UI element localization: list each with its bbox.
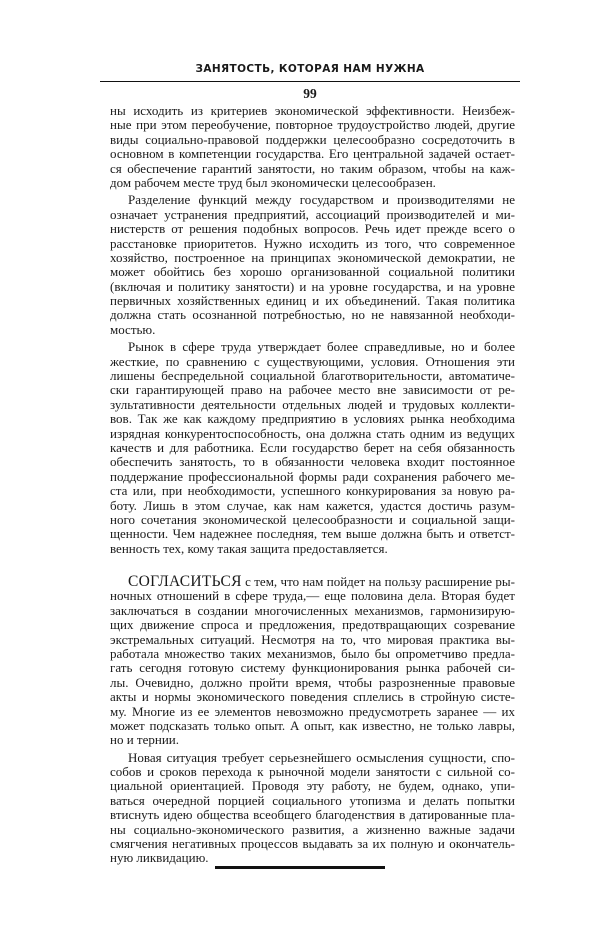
- text-line: должна стать осознанной потребностью, но не навязанной необходи-: [110, 307, 515, 323]
- text-line: может обойтись без хорошо организованной социальной политики: [110, 264, 515, 280]
- text-line: зультативности деятельности отдельных людей и трудовых коллекти-: [110, 396, 515, 412]
- text-line: втиснуть идею общества всеобщего благоденствия в датированные пла-: [110, 807, 515, 823]
- text-line: дом рабочем месте труд был экономически целесообразен.: [110, 174, 436, 190]
- text-line: мостью.: [110, 321, 156, 337]
- paragraph: [110, 751, 515, 866]
- paragraph: [110, 104, 515, 190]
- text-line-rest: с тем, что нам пойдет на пользу расширение ры-: [241, 574, 515, 589]
- text-line: ваться очередной порцией социального утопизма и делать попытки: [110, 792, 515, 808]
- text-line: заключаться в создании многочисленных механизмов, гармонизирую-: [110, 602, 515, 618]
- text-line: вов. Так же как каждому предприятию в условиях рынка необходима: [110, 411, 515, 427]
- page-number: 99: [303, 86, 317, 101]
- text-line: ся обеспечение гарантий занятости, но таким образом, чтобы на каж-: [110, 160, 515, 176]
- text-line: (включая и политику занятости) и на уровне государства, и на уровне: [110, 278, 515, 294]
- text-line: нистерств от решения подобных вопросов. Речь идет прежде всего о: [110, 221, 515, 237]
- text-line: виды социально-правовой поддержки целесообразно сосредоточить в: [110, 131, 515, 147]
- text-line: гать сегодня готовую систему функционирования рынка рабочей си-: [110, 660, 515, 676]
- text-line: первичных хозяйственных единиц и их объединений. Такая политика: [110, 293, 515, 309]
- text-line: хозяйство, построенное на принципах экономической демократии, не: [110, 249, 515, 265]
- text-line: поддержание профессиональной формы ради сохранения рабочего ме-: [110, 468, 515, 484]
- header-rule: [100, 81, 520, 82]
- text-line: ски гарантирующей право на рабочее место вне зависимости от ре-: [110, 382, 515, 398]
- text-line: му. Многие из ее элементов невозможно предусмотреть заранее — их: [110, 703, 515, 719]
- text-line: качеств и для работника. Если государство берет на себя обязанность: [110, 439, 515, 455]
- end-rule: [215, 866, 385, 869]
- text-line: ста или, при необходимости, успешного конкурирования за новую ра-: [110, 483, 515, 499]
- text-line: щих движение спроса и предложения, предотвращающих созревание: [110, 617, 515, 633]
- text-line: изрядная конкурентоспособность, она должна стать одним из ведущих: [110, 425, 515, 441]
- text-line: расстановке приоритетов. Нужно исходить из того, что современное: [110, 235, 515, 251]
- text-line: ны исходить из критериев экономической эффективности. Неизбеж-: [110, 103, 515, 118]
- running-title: ЗАНЯТОСТЬ, КОТОРАЯ НАМ НУЖНА: [195, 63, 425, 75]
- text-line: Новая ситуация требует серьезнейшего осмысления сущности, спо-: [128, 749, 515, 765]
- text-line: основном в компетенции государства. Его центральной задачей остает-: [110, 146, 515, 162]
- paragraph: [110, 193, 515, 337]
- text-line: лы. Очевидно, должно пройти время, чтобы разрозненные правовые: [110, 674, 515, 690]
- text-line: акты и нормы экономического поведения сплелись в стройную систе-: [110, 689, 515, 705]
- text-line: циальной ориентацией. Проводя эту работу, не будем, однако, упи-: [110, 778, 515, 794]
- text-line: собов и сроков перехода к рыночной модели занятости с сильной со-: [110, 764, 515, 780]
- text-line: но и тернии.: [110, 732, 179, 748]
- text-line: щенности. Чем надежнее последняя, тем выше должна быть и ответст-: [110, 526, 515, 542]
- text-line: ны социально-экономического развития, а жизненно важные задачи: [110, 821, 515, 837]
- text-line: [110, 575, 515, 589]
- text-line: лишены беспредельной социальной благотворительности, автоматиче-: [110, 368, 515, 384]
- text-line: ную ликвидацию.: [110, 850, 209, 866]
- text-line: означает устранения предприятий, ассоциаций производителей и ми-: [110, 206, 515, 222]
- text-line: жесткие, по сравнению с существующими, условия. Отношения эти: [110, 353, 515, 369]
- body-section-2: [110, 575, 515, 869]
- paragraph: [110, 575, 515, 748]
- text-line: смягчения негативных процессов выдавать за их полную и окончатель-: [110, 836, 515, 852]
- text-line: экстремальных ситуаций. Несмотря на то, что мировая практика вы-: [110, 631, 515, 647]
- text-line: работала множество таких механизмов, было бы опрометчиво предла-: [110, 645, 515, 661]
- text-line: ночных отношений в сфере труда,— еще половина дела. Вторая будет: [110, 588, 515, 604]
- text-line: обеспечить занятость, то в обязанности человека входит постоянное: [110, 454, 515, 470]
- text-line: венность тех, кому такая защита предоставляется.: [110, 540, 388, 556]
- text-line: ного сочетания экономической целесообразности и социальной защи-: [110, 511, 515, 527]
- text-line: Разделение функций между государством и производителями не: [128, 192, 515, 208]
- text-line: Рынок в сфере труда утверждает более справедливые, но и более: [128, 339, 515, 355]
- text-line: может подсказать только опыт. А опыт, как известно, не только лавры,: [110, 717, 515, 733]
- paragraph: [110, 340, 515, 556]
- text-line: боту. Лишь в этом случае, как нам кажется, удастся достичь разум-: [110, 497, 515, 513]
- lead-word: СОГЛАСИТЬСЯ: [128, 573, 242, 590]
- text-line: ные при этом переобучение, повторное трудоустройство людей, другие: [110, 117, 515, 133]
- body-section-1: [110, 104, 515, 559]
